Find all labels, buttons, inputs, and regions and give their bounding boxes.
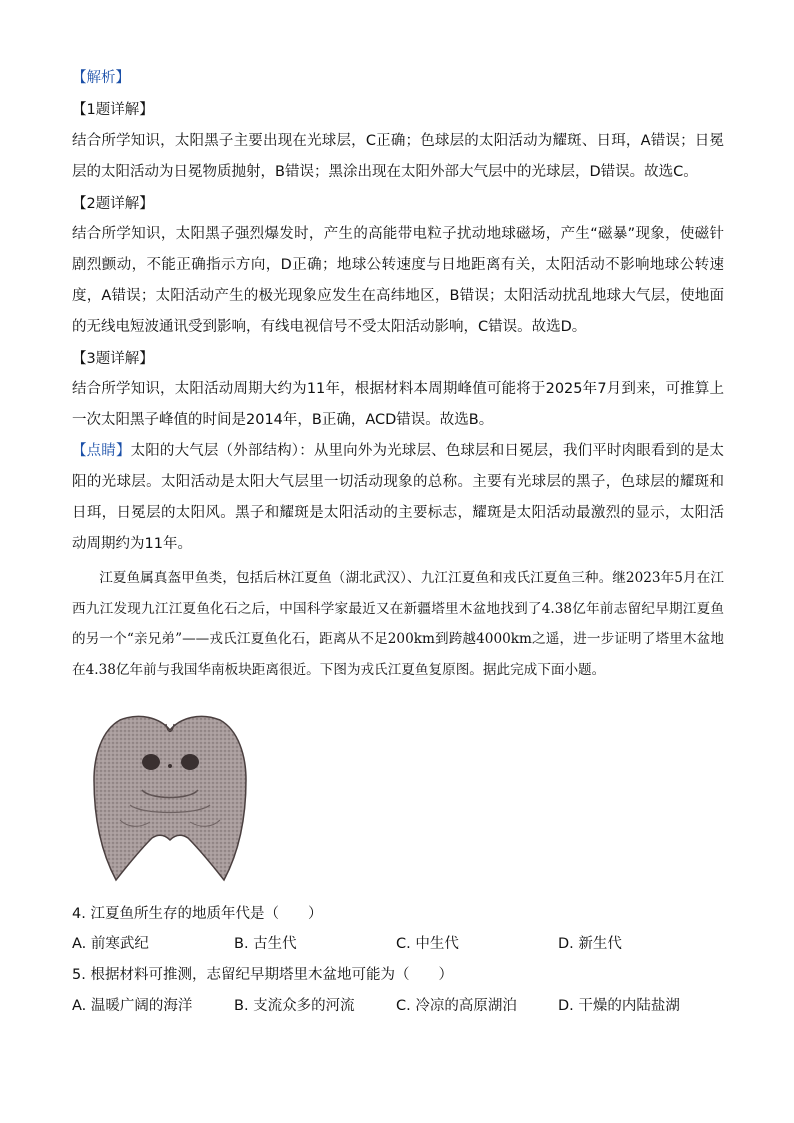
fossil-right-eye — [181, 754, 199, 770]
q5-option-c[interactable]: C. 冷凉的高原湖泊 — [396, 998, 517, 1014]
q5-option-b[interactable]: B. 支流众多的河流 — [234, 998, 355, 1014]
material-text: 江夏鱼属真盔甲鱼类，包括后林江夏鱼（湖北武汉）、九江江夏鱼和戎氏江夏鱼三种。继2023年5月在江西九江发现九江江夏鱼化石之后，中国科学家最近又在新疆塔里木盆地找到了4.38亿年前志留纪早期江夏鱼的另一个“亲兄弟”——戎氏江夏鱼化石，距离从不足200km到跨越4000km之遥，进一步证明了塔里木盆地在4.38亿年前与我国华南板块距离很近。下图为戎氏江夏鱼复原图。据此完成下面小题。 — [72, 570, 724, 678]
q2-body: 结合所学知识，太阳黑子强烈爆发时，产生的高能带电粒子扰动地球磁场，产生“磁暴”现象，使磁针剧烈颤动，不能正确指示方向，D正确；地球公转速度与日地距离有关，太阳活动不影响地球公转速度，A错误；太阳活动产生的极光现象应发生在高纬地区，B错误；太阳活动扰乱地球大气层，使地面的无线电短波通讯受到影响，有线电视信号不受太阳活动影响，C错误。故选D。 — [72, 226, 724, 335]
q2-title: 【2题详解】 — [72, 196, 154, 212]
tip-body: 太阳的大气层（外部结构）：从里向外为光球层、色球层和日冕层，我们平时肉眼看到的是太阳的光球层。太阳活动是太阳大气层里一切活动现象的总称。主要有光球层的黑子，色球层的耀斑和日珥，日冕层的太阳风。黑子和耀斑是太阳活动的主要标志，耀斑是太阳活动最激烈的显示，太阳活动周期约为11年。 — [72, 443, 725, 552]
question-4-stem: 4. 江夏鱼所生存的地质年代是（ ） — [72, 906, 323, 922]
q2-body-block — [72, 219, 724, 343]
tip-block — [72, 436, 724, 560]
q3-body: 结合所学知识，太阳活动周期大约为11年，根据材料本周期峰值可能将于2025年7月到来，可推算上一次太阳黑子峰值的时间是2014年，B正确，ACD错误。故选B。 — [72, 381, 724, 428]
q4-option-c[interactable]: C. 中生代 — [396, 936, 459, 952]
tip-paragraph — [72, 436, 724, 560]
fossil-left-eye — [142, 754, 160, 770]
material-block — [72, 563, 724, 685]
question-5-stem: 5. 根据材料可推测，志留纪早期塔里木盆地可能为（ ） — [72, 967, 453, 983]
q1-body-block — [72, 126, 724, 188]
q1-title: 【1题详解】 — [72, 102, 154, 118]
analysis-label: 【解析】 — [72, 70, 130, 86]
fossil-fish-illustration — [80, 710, 260, 885]
q4-option-d[interactable]: D. 新生代 — [558, 936, 622, 952]
q4-option-a[interactable]: A. 前寒武纪 — [72, 936, 149, 952]
tip-label: 【点睛】 — [72, 443, 131, 459]
q5-option-a[interactable]: A. 温暖广阔的海洋 — [72, 998, 193, 1014]
q4-option-b[interactable]: B. 古生代 — [234, 936, 297, 952]
q3-title: 【3题详解】 — [72, 351, 154, 367]
q5-option-d[interactable]: D. 干燥的内陆盐湖 — [558, 998, 680, 1014]
q3-body-block — [72, 374, 724, 436]
q1-body: 结合所学知识，太阳黑子主要出现在光球层，C正确；色球层的太阳活动为耀斑、日珥，A错误；日冕层的太阳活动为日冕物质抛射，B错误；黑涂出现在太阳外部大气层中的光球层，D错误。故选C。 — [72, 133, 724, 180]
